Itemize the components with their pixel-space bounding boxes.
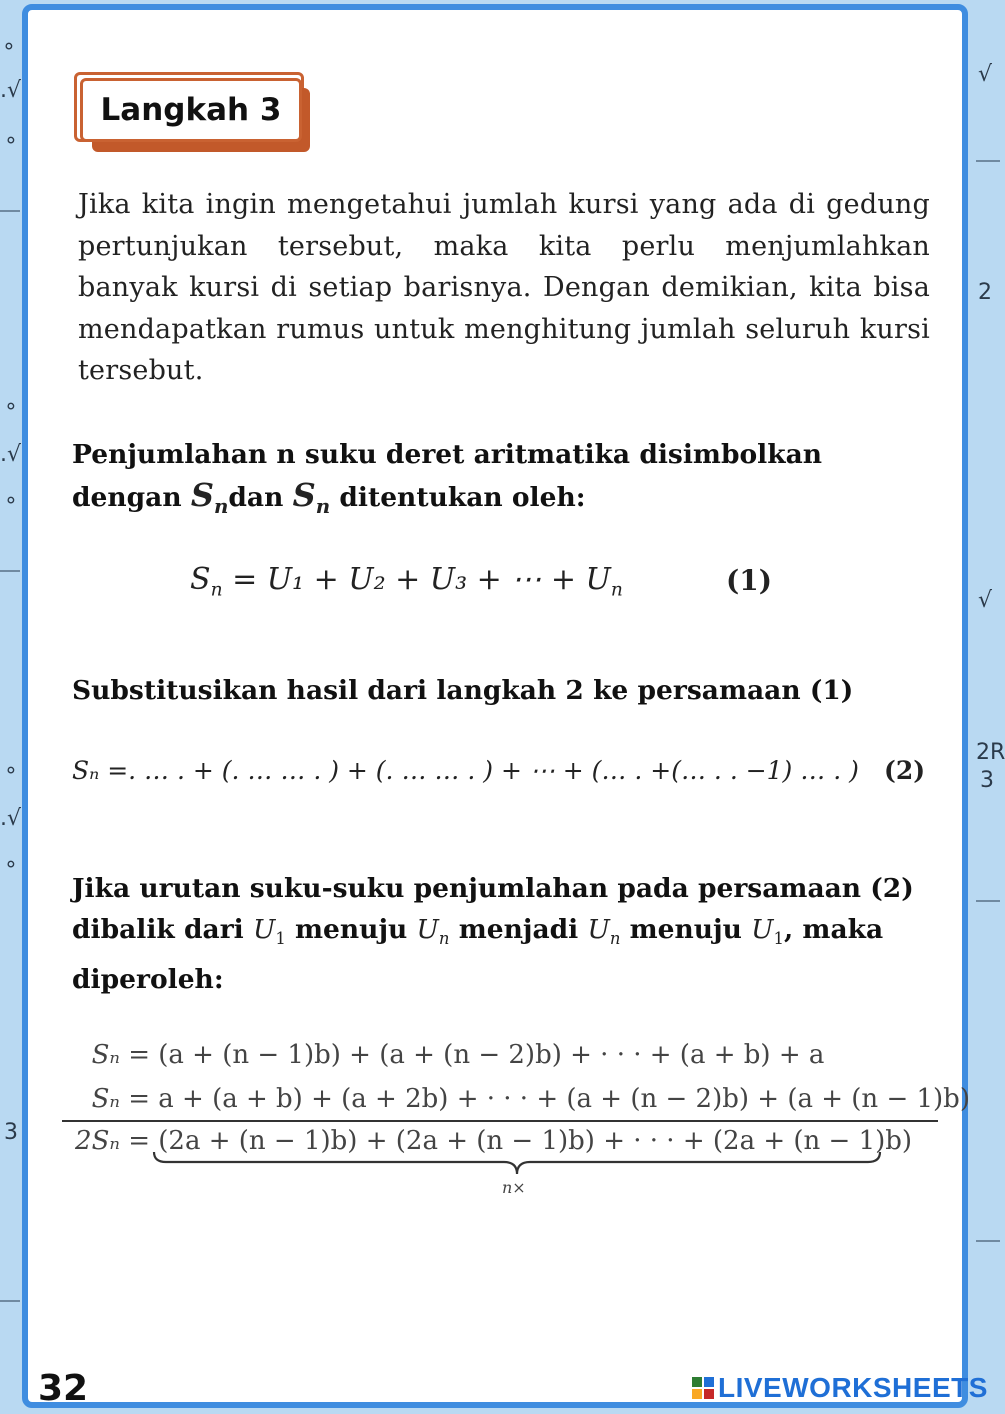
- eq1-rhs-sub: n: [610, 579, 623, 601]
- sn-s: S: [190, 476, 214, 514]
- sn-n: n: [213, 493, 229, 518]
- sqrt-icon: .√: [0, 78, 22, 103]
- doodle-line: [976, 160, 1000, 162]
- derivation-row-2-lhs: Sₙ =: [91, 1084, 150, 1114]
- equation-1: [190, 562, 623, 601]
- sqrt-icon: √: [978, 62, 993, 87]
- sn-symbol-2: [292, 476, 331, 518]
- doodle-line: [976, 1240, 1000, 1242]
- eq1-lhs: S: [190, 562, 211, 597]
- doodle-icon: ∘: [4, 488, 18, 513]
- doodle-icon: 3: [4, 1120, 18, 1145]
- u1-symbol: [252, 914, 286, 948]
- logo-square: [692, 1389, 702, 1399]
- derivation-row-3-lhs: 2Sₙ =: [75, 1126, 150, 1156]
- section1-line1: Penjumlahan n suku deret aritmatika disimbolkan: [72, 439, 823, 470]
- u1-u-2: U: [751, 914, 774, 945]
- page-number: 32: [38, 1368, 89, 1409]
- sn-n-2: n: [315, 493, 331, 518]
- doodle-icon: ∘: [4, 758, 18, 783]
- equation-2-number: (2): [884, 756, 926, 785]
- logo-square: [704, 1389, 714, 1399]
- section1-word-dengan: dengan: [72, 482, 182, 513]
- eq1-lhs-sub: n: [210, 579, 223, 601]
- section3-menjadi: menjadi: [458, 914, 579, 945]
- un-u-2: U: [587, 914, 610, 945]
- doodle-icon: 2: [978, 280, 992, 305]
- sqrt-icon: .√: [0, 442, 22, 467]
- doodle-icon: 3: [980, 768, 994, 793]
- doodle-icon: 2R: [976, 740, 1005, 765]
- doodle-icon: ∘: [4, 852, 18, 877]
- brand-name: LIVEWORKSHEETS: [718, 1372, 988, 1403]
- doodle-line: [0, 1300, 20, 1302]
- sum-rule-line: [62, 1120, 938, 1122]
- derivation-row-1-lhs: Sₙ =: [91, 1040, 150, 1070]
- sqrt-icon: .√: [0, 806, 22, 831]
- un-u: U: [416, 914, 439, 945]
- equation-2: Sₙ =. … . + (. … … . ) + (. … … . ) + ⋯ + (… . +(… . . −1) … . ): [72, 756, 859, 785]
- u1-sub-2: 1: [773, 928, 784, 948]
- section3-line2: [72, 909, 942, 959]
- section3-text: [72, 868, 942, 1000]
- section3-maka: , maka: [783, 914, 884, 945]
- brace-label: n×: [502, 1178, 526, 1197]
- section1-text: [72, 434, 942, 527]
- doodle-icon: ∘: [4, 128, 18, 153]
- section1-line2: [72, 475, 942, 527]
- un-symbol-2: [587, 914, 621, 948]
- doodle-icon: ∘: [2, 34, 16, 59]
- section3-menuju-2: menuju: [629, 914, 742, 945]
- doodle-line: [976, 900, 1000, 902]
- u1-u: U: [252, 914, 276, 945]
- sn-s-2: S: [292, 476, 316, 514]
- derivation-row-1: [62, 1040, 942, 1070]
- step-badge: Langkah 3: [80, 78, 302, 142]
- derivation-row-3-rhs: (2a + (n − 1)b) + (2a + (n − 1)b) + · · · + (2a + (n − 1)b): [158, 1126, 913, 1156]
- section3-dibalik: dibalik dari: [72, 914, 244, 945]
- section3-menuju-1: menuju: [295, 914, 408, 945]
- equation-1-number: (1): [726, 564, 772, 597]
- intro-paragraph: Jika kita ingin mengetahui jumlah kursi yang ada di gedung pertunjukan tersebut, maka kita perlu menjumlahkan banyak kursi di setiap barisnya. Dengan demikian, kita bisa mendapatkan rumus untuk menghitung jumlah seluruh kursi tersebut.: [78, 189, 930, 386]
- u1-symbol-2: [751, 914, 784, 948]
- doodle-line: [0, 570, 20, 572]
- sn-symbol: [190, 476, 229, 518]
- section3-line3: diperoleh:: [72, 963, 224, 995]
- sqrt-icon: √: [978, 588, 993, 613]
- logo-square: [692, 1377, 702, 1387]
- section2-text: Substitusikan hasil dari langkah 2 ke persamaan (1): [72, 675, 854, 706]
- liveworksheets-logo: [692, 1372, 988, 1404]
- u1-sub: 1: [275, 928, 286, 948]
- brand-logo-icon: [692, 1377, 714, 1399]
- section1-word-dan: dan: [228, 482, 284, 513]
- section3-line1: Jika urutan suku-suku penjumlahan pada persamaan (2): [72, 873, 914, 904]
- doodle-icon: ∘: [4, 394, 18, 419]
- logo-square: [704, 1377, 714, 1387]
- underbrace-icon: [152, 1150, 882, 1176]
- derivation-row-2-rhs: a + (a + b) + (a + 2b) + · · · + (a + (n − 2)b) + (a + (n − 1)b): [158, 1084, 970, 1114]
- section1-end: ditentukan oleh:: [339, 482, 586, 513]
- doodle-line: [0, 210, 20, 212]
- un-sub-2: n: [609, 928, 621, 948]
- derivation-row-2: [62, 1084, 970, 1114]
- un-sub: n: [438, 928, 450, 948]
- eq1-rhs: = U₁ + U₂ + U₃ + ⋯ + U: [232, 562, 611, 597]
- derivation-row-1-rhs: (a + (n − 1)b) + (a + (n − 2)b) + · · · + (a + b) + a: [158, 1040, 825, 1070]
- un-symbol: [416, 914, 450, 948]
